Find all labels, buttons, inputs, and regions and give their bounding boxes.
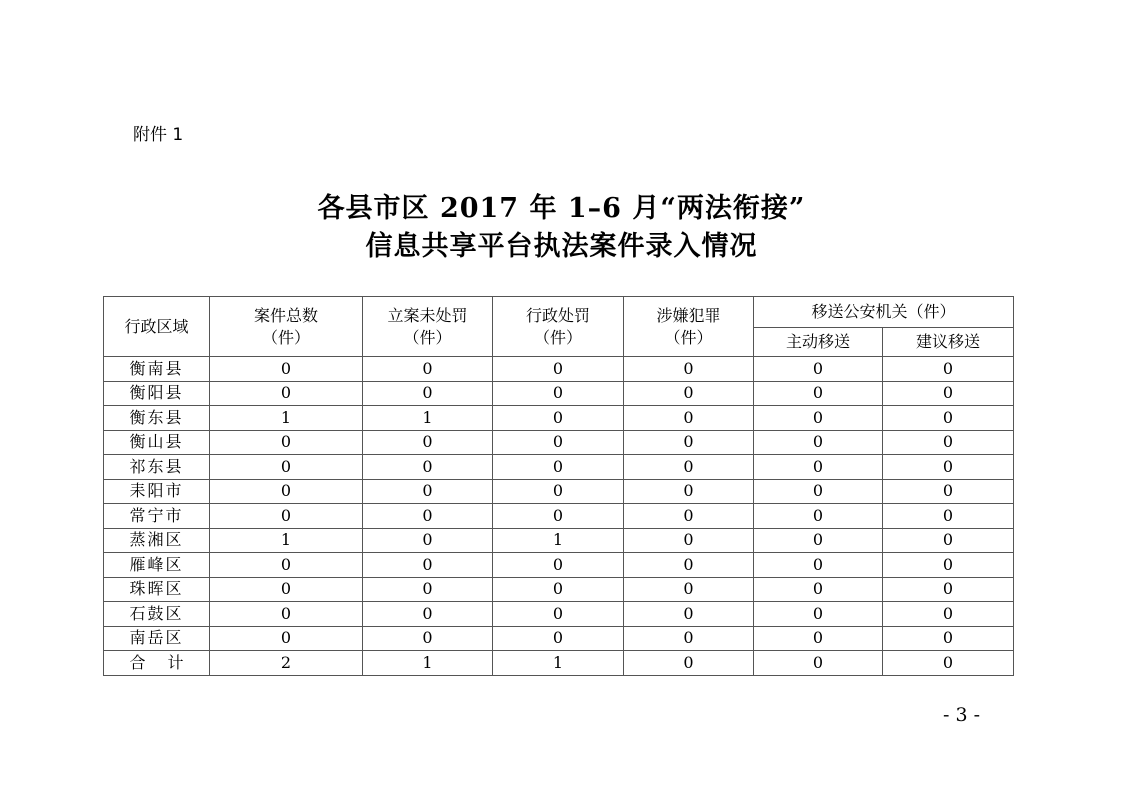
value-cell: 0: [624, 577, 754, 602]
value-cell: 0: [493, 406, 624, 431]
value-cell: 1: [210, 528, 363, 553]
value-cell: 0: [624, 626, 754, 651]
region-cell: 合计: [104, 651, 210, 676]
region-cell: 衡东县: [104, 406, 210, 431]
value-cell: 0: [754, 357, 883, 382]
value-cell: 0: [493, 455, 624, 480]
header-total-unit: （件）: [261, 327, 310, 347]
table-row: [104, 479, 1014, 504]
total-row: [104, 651, 1014, 676]
value-cell: 0: [624, 479, 754, 504]
table-body: [104, 357, 1014, 676]
document-title-line-1: 各县市区 2017 年 1–6 月“两法衔接”: [317, 193, 806, 224]
table-row: [104, 553, 1014, 578]
table-row: [104, 577, 1014, 602]
value-cell: 0: [883, 479, 1014, 504]
value-cell: 0: [210, 577, 363, 602]
page-number: - 3 -: [943, 704, 981, 726]
value-cell: 0: [624, 651, 754, 676]
value-cell: 1: [363, 406, 493, 431]
value-cell: 0: [754, 577, 883, 602]
region-cell: 石鼓区: [104, 602, 210, 627]
value-cell: 0: [754, 528, 883, 553]
value-cell: 0: [883, 602, 1014, 627]
region-cell: 蒸湘区: [104, 528, 210, 553]
header-admin-penalty: [493, 297, 624, 357]
attachment-label: 附件 1: [133, 125, 184, 145]
table-row: [104, 381, 1014, 406]
value-cell: 0: [624, 381, 754, 406]
header-filed-unpunished-unit: （件）: [403, 327, 452, 347]
value-cell: 0: [883, 626, 1014, 651]
value-cell: 0: [493, 504, 624, 529]
value-cell: 0: [883, 430, 1014, 455]
value-cell: 0: [493, 577, 624, 602]
value-cell: 0: [624, 553, 754, 578]
region-cell: 珠晖区: [104, 577, 210, 602]
value-cell: 0: [883, 528, 1014, 553]
header-total: [210, 297, 363, 357]
table-row: [104, 602, 1014, 627]
value-cell: 0: [210, 479, 363, 504]
value-cell: 0: [210, 602, 363, 627]
region-cell: 耒阳市: [104, 479, 210, 504]
value-cell: 0: [493, 479, 624, 504]
value-cell: 0: [754, 381, 883, 406]
header-suspected-crime: [624, 297, 754, 357]
table-row: [104, 406, 1014, 431]
table-row: [104, 430, 1014, 455]
value-cell: 0: [624, 357, 754, 382]
header-transfer-group: 移送公安机关（件）: [754, 297, 1014, 328]
value-cell: 0: [363, 553, 493, 578]
value-cell: 0: [363, 381, 493, 406]
value-cell: 0: [754, 651, 883, 676]
value-cell: 0: [754, 455, 883, 480]
value-cell: 0: [363, 357, 493, 382]
value-cell: 0: [493, 553, 624, 578]
value-cell: 0: [210, 381, 363, 406]
value-cell: 0: [624, 504, 754, 529]
value-cell: 0: [624, 455, 754, 480]
table-row: [104, 357, 1014, 382]
region-cell: 衡阳县: [104, 381, 210, 406]
value-cell: 0: [624, 406, 754, 431]
header-suspected-crime-unit: （件）: [664, 327, 713, 347]
value-cell: 0: [363, 430, 493, 455]
header-suspected-crime-label: 涉嫌犯罪: [656, 305, 721, 325]
document-title-line-2: 信息共享平台执法案件录入情况: [365, 231, 758, 262]
value-cell: 0: [210, 553, 363, 578]
value-cell: 0: [883, 406, 1014, 431]
header-transfer-active: 主动移送: [754, 328, 883, 357]
header-total-label: 案件总数: [253, 305, 318, 325]
case-statistics-table: [103, 296, 1014, 676]
value-cell: 0: [754, 626, 883, 651]
value-cell: 1: [493, 528, 624, 553]
value-cell: 1: [493, 651, 624, 676]
value-cell: 0: [754, 504, 883, 529]
value-cell: 0: [883, 577, 1014, 602]
value-cell: 0: [363, 528, 493, 553]
value-cell: 0: [210, 504, 363, 529]
value-cell: 0: [754, 406, 883, 431]
value-cell: 0: [493, 357, 624, 382]
value-cell: 0: [883, 504, 1014, 529]
value-cell: 0: [363, 455, 493, 480]
value-cell: 0: [754, 430, 883, 455]
value-cell: 0: [624, 602, 754, 627]
value-cell: 0: [493, 602, 624, 627]
header-admin-penalty-label: 行政处罚: [525, 305, 590, 325]
value-cell: 0: [210, 430, 363, 455]
value-cell: 0: [493, 626, 624, 651]
value-cell: 0: [883, 357, 1014, 382]
value-cell: 0: [883, 381, 1014, 406]
value-cell: 0: [363, 577, 493, 602]
value-cell: 0: [624, 430, 754, 455]
region-cell: 雁峰区: [104, 553, 210, 578]
region-cell: 衡南县: [104, 357, 210, 382]
value-cell: 0: [624, 528, 754, 553]
header-admin-penalty-unit: （件）: [533, 327, 582, 347]
header-filed-unpunished: [363, 297, 493, 357]
table-row: [104, 528, 1014, 553]
header-filed-unpunished-label: 立案未处罚: [387, 305, 468, 325]
table-row: [104, 504, 1014, 529]
table-row: [104, 455, 1014, 480]
value-cell: 0: [210, 626, 363, 651]
region-cell: 南岳区: [104, 626, 210, 651]
value-cell: 0: [363, 602, 493, 627]
value-cell: 0: [363, 479, 493, 504]
region-cell: 祁东县: [104, 455, 210, 480]
value-cell: 0: [363, 626, 493, 651]
value-cell: 0: [210, 357, 363, 382]
value-cell: 0: [493, 430, 624, 455]
value-cell: 1: [210, 406, 363, 431]
value-cell: 0: [493, 381, 624, 406]
value-cell: 0: [754, 553, 883, 578]
value-cell: 0: [883, 455, 1014, 480]
header-region: 行政区域: [104, 297, 210, 357]
header-transfer-suggested: 建议移送: [883, 328, 1014, 357]
value-cell: 1: [363, 651, 493, 676]
value-cell: 0: [363, 504, 493, 529]
value-cell: 0: [754, 602, 883, 627]
region-cell: 常宁市: [104, 504, 210, 529]
value-cell: 0: [883, 553, 1014, 578]
region-cell: 衡山县: [104, 430, 210, 455]
value-cell: 0: [210, 455, 363, 480]
table-row: [104, 626, 1014, 651]
value-cell: 2: [210, 651, 363, 676]
value-cell: 0: [883, 651, 1014, 676]
value-cell: 0: [754, 479, 883, 504]
